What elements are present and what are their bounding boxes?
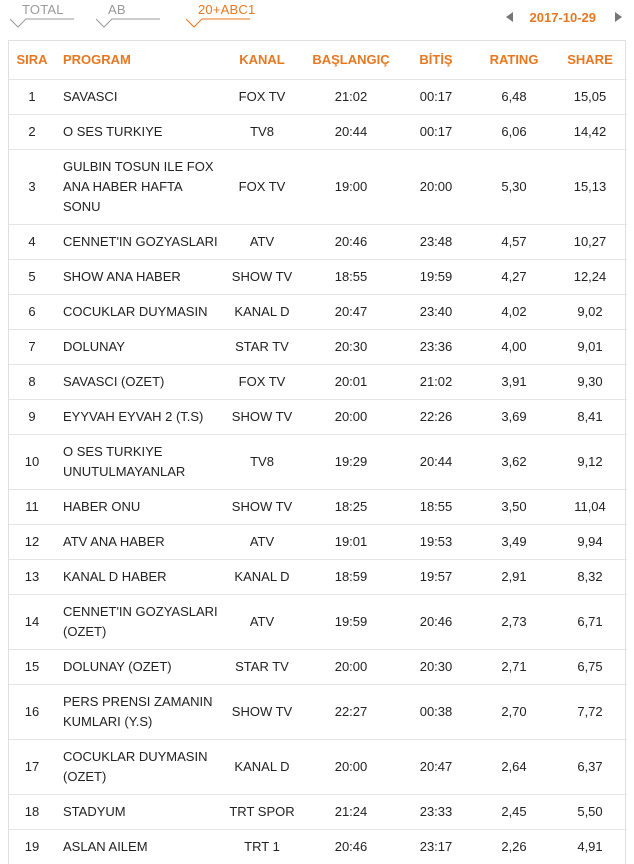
cell-baslangic: 20:00 xyxy=(305,649,397,684)
cell-bitis: 20:30 xyxy=(397,649,475,684)
tab-label: TOTAL xyxy=(22,2,64,17)
cell-program: ATV ANA HABER xyxy=(55,524,219,559)
cell-share: 10,27 xyxy=(553,224,627,259)
current-date: 2017-10-29 xyxy=(529,9,596,25)
cell-rating: 2,45 xyxy=(475,794,553,829)
cell-sira: 19 xyxy=(9,829,55,864)
cell-kanal: FOX TV xyxy=(219,364,305,399)
cell-bitis: 00:17 xyxy=(397,79,475,114)
cell-program: CENNET'IN GOZYASLARI (OZET) xyxy=(55,594,219,649)
cell-baslangic: 20:46 xyxy=(305,829,397,864)
cell-bitis: 23:36 xyxy=(397,329,475,364)
next-date-button[interactable] xyxy=(610,9,626,25)
cell-baslangic: 22:27 xyxy=(305,684,397,739)
cell-rating: 2,64 xyxy=(475,739,553,794)
cell-share: 4,91 xyxy=(553,829,627,864)
ratings-table-container xyxy=(8,40,626,864)
cell-kanal: TRT SPOR xyxy=(219,794,305,829)
cell-program: COCUKLAR DUYMASIN (OZET) xyxy=(55,739,219,794)
cell-rating: 6,48 xyxy=(475,79,553,114)
cell-share: 8,41 xyxy=(553,399,627,434)
tab-label: AB xyxy=(108,2,126,17)
cell-bitis: 20:46 xyxy=(397,594,475,649)
cell-program: EYYVAH EYVAH 2 (T.S) xyxy=(55,399,219,434)
cell-kanal: KANAL D xyxy=(219,739,305,794)
cell-sira: 10 xyxy=(9,434,55,489)
cell-baslangic: 20:44 xyxy=(305,114,397,149)
header-program[interactable]: PROGRAM xyxy=(63,52,131,68)
tab-label: 20+ABC1 xyxy=(198,2,256,17)
table-row xyxy=(9,594,627,649)
cell-program: STADYUM xyxy=(55,794,219,829)
cell-baslangic: 21:02 xyxy=(305,79,397,114)
table-row xyxy=(9,224,627,259)
cell-baslangic: 19:29 xyxy=(305,434,397,489)
cell-program: HABER ONU xyxy=(55,489,219,524)
cell-kanal: ATV xyxy=(219,224,305,259)
cell-share: 12,24 xyxy=(553,259,627,294)
cell-baslangic: 20:00 xyxy=(305,739,397,794)
table-row xyxy=(9,739,627,794)
header-baslangic[interactable]: BAŞLANGIÇ xyxy=(312,52,390,68)
cell-rating: 3,91 xyxy=(475,364,553,399)
table-row xyxy=(9,149,627,224)
date-navigator xyxy=(502,6,627,28)
cell-share: 8,32 xyxy=(553,559,627,594)
cell-baslangic: 20:30 xyxy=(305,329,397,364)
tab-20-abc1[interactable] xyxy=(186,2,256,28)
cell-bitis: 23:40 xyxy=(397,294,475,329)
cell-baslangic: 21:24 xyxy=(305,794,397,829)
cell-share: 15,13 xyxy=(553,149,627,224)
cell-program: COCUKLAR DUYMASIN xyxy=(55,294,219,329)
cell-share: 6,71 xyxy=(553,594,627,649)
table-row xyxy=(9,434,627,489)
table-row xyxy=(9,559,627,594)
cell-sira: 17 xyxy=(9,739,55,794)
cell-baslangic: 20:46 xyxy=(305,224,397,259)
cell-rating: 3,69 xyxy=(475,399,553,434)
cell-share: 15,05 xyxy=(553,79,627,114)
cell-program: GULBIN TOSUN ILE FOX ANA HABER HAFTA SONU xyxy=(55,149,219,224)
cell-rating: 2,71 xyxy=(475,649,553,684)
cell-program: ASLAN AILEM xyxy=(55,829,219,864)
cell-share: 5,50 xyxy=(553,794,627,829)
cell-kanal: SHOW TV xyxy=(219,399,305,434)
cell-kanal: SHOW TV xyxy=(219,684,305,739)
cell-rating: 4,27 xyxy=(475,259,553,294)
table-row xyxy=(9,489,627,524)
cell-rating: 4,02 xyxy=(475,294,553,329)
cell-share: 9,30 xyxy=(553,364,627,399)
cell-kanal: TV8 xyxy=(219,434,305,489)
cell-rating: 2,26 xyxy=(475,829,553,864)
cell-rating: 2,73 xyxy=(475,594,553,649)
cell-program: O SES TURKIYE xyxy=(55,114,219,149)
cell-rating: 3,50 xyxy=(475,489,553,524)
cell-bitis: 00:17 xyxy=(397,114,475,149)
cell-sira: 8 xyxy=(9,364,55,399)
top-bar xyxy=(0,0,634,38)
cell-rating: 2,70 xyxy=(475,684,553,739)
cell-program: PERS PRENSI ZAMANIN KUMLARI (Y.S) xyxy=(55,684,219,739)
cell-kanal: ATV xyxy=(219,594,305,649)
cell-share: 14,42 xyxy=(553,114,627,149)
header-sira[interactable]: SIRA xyxy=(16,52,48,68)
header-kanal[interactable]: KANAL xyxy=(239,52,285,68)
cell-bitis: 22:26 xyxy=(397,399,475,434)
cell-baslangic: 20:47 xyxy=(305,294,397,329)
cell-sira: 18 xyxy=(9,794,55,829)
cell-sira: 1 xyxy=(9,79,55,114)
table-row xyxy=(9,114,627,149)
cell-kanal: SHOW TV xyxy=(219,489,305,524)
cell-kanal: FOX TV xyxy=(219,79,305,114)
cell-sira: 12 xyxy=(9,524,55,559)
cell-sira: 14 xyxy=(9,594,55,649)
table-row xyxy=(9,294,627,329)
cell-rating: 2,91 xyxy=(475,559,553,594)
cell-kanal: FOX TV xyxy=(219,149,305,224)
cell-program: DOLUNAY (OZET) xyxy=(55,649,219,684)
cell-kanal: KANAL D xyxy=(219,294,305,329)
cell-bitis: 23:33 xyxy=(397,794,475,829)
cell-bitis: 20:00 xyxy=(397,149,475,224)
cell-sira: 7 xyxy=(9,329,55,364)
cell-share: 9,12 xyxy=(553,434,627,489)
cell-baslangic: 19:00 xyxy=(305,149,397,224)
cell-program: DOLUNAY xyxy=(55,329,219,364)
header-share[interactable]: SHARE xyxy=(567,52,613,68)
tab-total[interactable] xyxy=(10,2,74,28)
cell-sira: 2 xyxy=(9,114,55,149)
cell-share: 9,01 xyxy=(553,329,627,364)
table-row xyxy=(9,524,627,559)
cell-program: O SES TURKIYE UNUTULMAYANLAR xyxy=(55,434,219,489)
cell-share: 6,37 xyxy=(553,739,627,794)
cell-program: CENNET'IN GOZYASLARI xyxy=(55,224,219,259)
cell-sira: 4 xyxy=(9,224,55,259)
cell-kanal: STAR TV xyxy=(219,649,305,684)
cell-program: SAVASCI (OZET) xyxy=(55,364,219,399)
table-row xyxy=(9,829,627,864)
cell-bitis: 20:44 xyxy=(397,434,475,489)
cell-bitis: 21:02 xyxy=(397,364,475,399)
cell-rating: 4,00 xyxy=(475,329,553,364)
table-body xyxy=(9,79,627,864)
cell-share: 7,72 xyxy=(553,684,627,739)
tab-ab[interactable] xyxy=(96,2,160,28)
ratings-table xyxy=(9,41,627,864)
cell-baslangic: 19:59 xyxy=(305,594,397,649)
caret-right-icon xyxy=(614,12,622,22)
tab-underline-icon xyxy=(186,18,250,28)
table-row xyxy=(9,79,627,114)
cell-share: 6,75 xyxy=(553,649,627,684)
cell-sira: 5 xyxy=(9,259,55,294)
cell-share: 9,94 xyxy=(553,524,627,559)
tab-underline-icon xyxy=(10,18,74,28)
header-bitis[interactable]: BİTİŞ xyxy=(419,52,453,68)
cell-baslangic: 18:55 xyxy=(305,259,397,294)
cell-program: KANAL D HABER xyxy=(55,559,219,594)
tab-underline-icon xyxy=(96,18,160,28)
cell-baslangic: 18:25 xyxy=(305,489,397,524)
table-header-row xyxy=(9,41,627,79)
table-row xyxy=(9,329,627,364)
cell-share: 11,04 xyxy=(553,489,627,524)
cell-program: SHOW ANA HABER xyxy=(55,259,219,294)
cell-share: 9,02 xyxy=(553,294,627,329)
cell-bitis: 00:38 xyxy=(397,684,475,739)
cell-kanal: STAR TV xyxy=(219,329,305,364)
cell-sira: 6 xyxy=(9,294,55,329)
cell-kanal: TV8 xyxy=(219,114,305,149)
cell-rating: 3,62 xyxy=(475,434,553,489)
cell-kanal: KANAL D xyxy=(219,559,305,594)
table-row xyxy=(9,794,627,829)
cell-sira: 3 xyxy=(9,149,55,224)
caret-left-icon xyxy=(506,12,514,22)
table-row xyxy=(9,684,627,739)
cell-sira: 13 xyxy=(9,559,55,594)
table-row xyxy=(9,399,627,434)
cell-program: SAVASCI xyxy=(55,79,219,114)
cell-rating: 4,57 xyxy=(475,224,553,259)
cell-bitis: 20:47 xyxy=(397,739,475,794)
header-rating[interactable]: RATING xyxy=(489,52,539,68)
cell-baslangic: 20:00 xyxy=(305,399,397,434)
table-row xyxy=(9,259,627,294)
cell-bitis: 23:48 xyxy=(397,224,475,259)
cell-baslangic: 19:01 xyxy=(305,524,397,559)
cell-sira: 16 xyxy=(9,684,55,739)
cell-rating: 6,06 xyxy=(475,114,553,149)
table-row xyxy=(9,649,627,684)
cell-bitis: 19:59 xyxy=(397,259,475,294)
cell-baslangic: 20:01 xyxy=(305,364,397,399)
cell-kanal: ATV xyxy=(219,524,305,559)
cell-sira: 15 xyxy=(9,649,55,684)
cell-rating: 5,30 xyxy=(475,149,553,224)
cell-sira: 11 xyxy=(9,489,55,524)
cell-bitis: 18:55 xyxy=(397,489,475,524)
table-row xyxy=(9,364,627,399)
cell-sira: 9 xyxy=(9,399,55,434)
cell-bitis: 19:57 xyxy=(397,559,475,594)
cell-bitis: 19:53 xyxy=(397,524,475,559)
prev-date-button[interactable] xyxy=(502,9,518,25)
cell-rating: 3,49 xyxy=(475,524,553,559)
cell-kanal: TRT 1 xyxy=(219,829,305,864)
cell-kanal: SHOW TV xyxy=(219,259,305,294)
cell-bitis: 23:17 xyxy=(397,829,475,864)
cell-baslangic: 18:59 xyxy=(305,559,397,594)
